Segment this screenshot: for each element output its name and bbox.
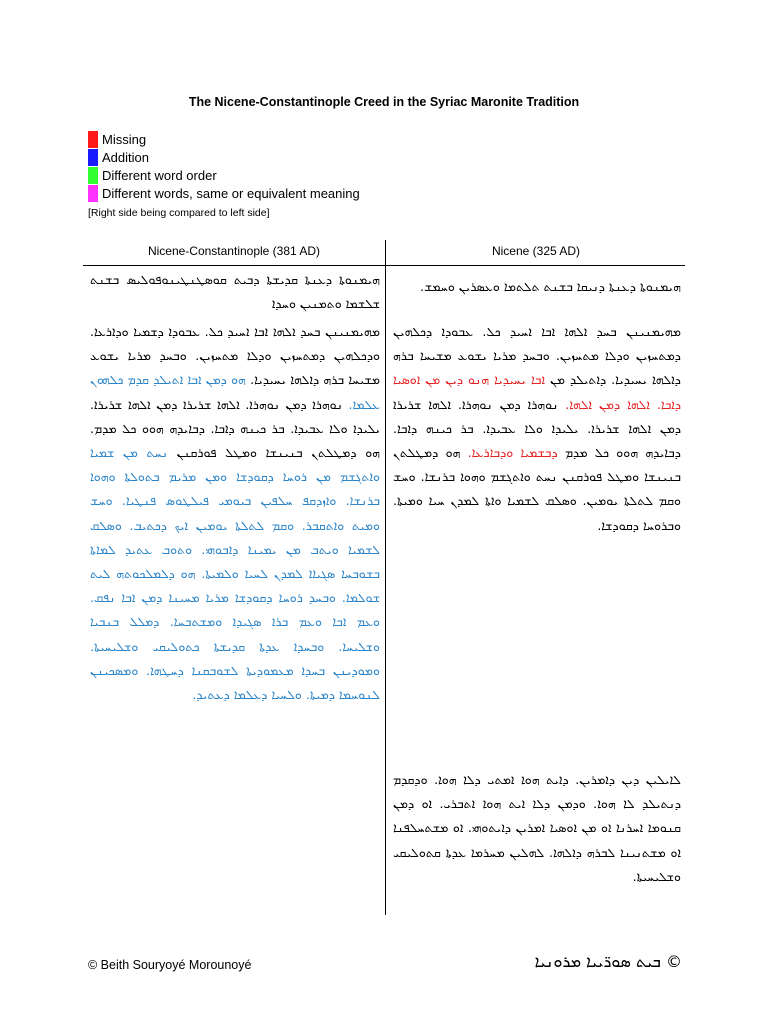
right-anathema-text: ܠܐܝܠܝܢ ܕܝܢ ܕܐܡܪܝܢ. ܕܐܝܬ ܗܘܐ ܐܡܬܝ ܕܠܐ ܗܘܐ. ܘܕܩܕܡ ܕܢܬܝܠܕ ܠܐ ܗܘܐ. ܘܕܡܢ ܕܠܐ ܐܝܬ ܗܘܐ ܐܬܒܪܝ. ܐܘ ܕܡܢ ܩܢܘܡܐ ܐܚܪܢܐ ܐܘ ܡܢ ܐܘܣܝܐ ܐܡܪܝܢ ܕܐܝܬܘܗܝ. ܐܘ ܡܫܬܚܠܦܢܐ ܐܘ ܡܫܬܢܝܢܐ ܠܒܪܗ ܕܐܠܗܐ. ܠܗܠܝܢ ܡܚܪܡܐ ܥܕܬܐ ܩܬܘܠܝܩܝ ܘܫܠܝܚܝܬܐ. xyxy=(393,772,681,884)
legend-item-addition xyxy=(88,148,360,166)
right-text-segment: ܢܘܗܪܐ ܕܡܢ ܢܘܗܪܐ. ܐܠܗܐ ܫܪܝܪܐ ܕܡܢ ܐܠܗܐ ܫܪܝܪܐ. ܝܠܝܕܐ ܘܠܐ ܥܒܝܕܐ. ܒܪ ܟܝܢܗ ܕܐܒܐ. ܕܒܐܝܕܗ ܗܘܘ ܟܠ ܡܕܡ xyxy=(393,396,681,461)
right-text-missing: ܕܒܫܡܝܐ ܘܕܒܐܪܥܐ. xyxy=(467,445,558,461)
legend-label: Different word order xyxy=(102,167,217,183)
footer-copyright-syriac: © ܒܝܬ ܣܘܪ̈ܝܝܐ ܡܪܘܢܝܐ xyxy=(534,952,682,971)
right-body-text xyxy=(393,320,681,538)
legend-note: [Right side being compared to left side] xyxy=(88,207,270,219)
page-title: The Nicene-Constantinople Creed in the Syriac Maronite Tradition xyxy=(188,95,580,109)
right-text-missing: ܐܒܐ ܝܚܝܕܝܐ ܗܢܘ ܕܝܢ ܡܢ ܐܘܣܝܐ ܕܐܒܐ. ܐܠܗܐ ܕܡܢ ܐܠܗܐ. xyxy=(393,372,681,412)
left-heading-text: ܗܝܡܢܘܬܐ ܕܥܢܬܐ ܩܕܝܫܬܐ ܕܒܝܬ ܩܘܣܛܢܛܝܢܘܦܘܠܝܣ ܒܫܢܬ ܫܠܫܡܐ ܘܬܡܢܝܢ ܘܚܕܐ xyxy=(90,272,380,312)
right-column-header: Nicene (325 AD) xyxy=(491,244,581,258)
legend xyxy=(88,130,360,202)
left-text-segment: ܡܗܝܡܢܝܢܢ ܒܚܕ ܐܠܗܐ ܐܒܐ ܐܚܝܕ ܟܠ. ܥܒܘܕܐ ܕܫܡܝܐ ܘܕܐܪܥܐ. ܘܕܟܠܗܝܢ ܕܡܬܚܙܝܢ ܘܕܠܐ ܡܬܚܙܝܢ. ܘܒܚܕ ܡܪܝܐ ܝܫܘܥ ܡܫܝܚܐ ܒܪܗ ܕܐܠܗܐ ܝܚܝܕܝܐ. xyxy=(90,324,380,388)
left-column-header: Nicene-Constantinople (381 AD) xyxy=(147,244,321,258)
right-heading-text: ܗܝܡܢܘܬܐ ܕܥܢܬܐ ܕܢܝܩܐ ܒܫܢܬ ܬܠܬܡܐ ܘܥܣܪܝܢ ܘܚܡܫ. xyxy=(419,279,681,294)
header-rule xyxy=(83,265,685,266)
legend-label: Missing xyxy=(102,131,147,147)
left-text-segment: ܢܘܗܪܐ ܕܡܢ ܢܘܗܪܐ. ܐܠܗܐ ܫܪܝܪܐ ܕܡܢ ܐܠܗܐ ܫܪܝܪܐ. ܝܠܝܕܐ ܘܠܐ ܥܒܝܕܐ. ܒܪ ܟܝܢܗ ܕܐܒܐ. ܕܒܐܝܕܗ ܗܘܘ ܟܠ ܡܕܡ. ܗܘ ܕܡܛܠܬܢ ܒܢܝܢܫܐ ܘܡܛܠ ܦܘܪܩܢܢ xyxy=(90,396,380,461)
legend-label: Addition xyxy=(102,149,149,165)
right-text-segment: ܗܘ ܕܡܛܠܬܢ ܒܢܝܢܫܐ ܘܡܛܠ ܦܘܪܩܢܢ ܢܚܬ ܘܐܬܓܫܡ ܘܗܘܐ ܒܪܢܫܐ. ܘܚܫ ܘܩܡ ܠܬܠܬܐ ܝܘܡܝܢ. ܘܣܠܩ ܠܫܡܝܐ ܘܐܬܐ ܠܡܕܢ ܚܝܐ ܘܡܝܬܐ. ܘܒܪܘܚܐ ܕܩܘܕܫܐ. xyxy=(393,445,681,533)
legend-item-different-words xyxy=(88,184,360,202)
legend-swatch-red xyxy=(88,131,98,148)
legend-swatch-green xyxy=(88,167,98,184)
left-text-addition: ܢܚܬ ܡܢ ܫܡܝܐ ܘܐܬܓܫܡ ܡܢ ܪܘܚܐ ܕܩܘܕܫܐ ܘܡܢ ܡܪܝܡ ܒܬܘܠܬܐ ܘܗܘܐ ܒܪܢܫܐ. ܘܐܙܕܩܦ ܚܠܦܝܢ ܒܝܘܡܝ ܦܝܠܛܘܣ ܦܢܛܝܐ. ܘܚܫ ܘܡܝܬ ܘܐܬܩܒܪ. ܘܩܡ ܠܬܠܬܐ ܝܘܡܝܢ ܐܝܟ ܕܟܬܝܒ. ܘܣܠܩ ܠܫܡܝܐ ܘܝܬܒ ܡܢ ܝܡܝܢܐ ܕܐܒܘܗܝ. ܘܬܘܒ ܥܬܝܕ ܠܡܐܬܐ ܒܫܘܒܚܐ ܣܓܝܐܐ ܠܡܕܢ ܠܚܝܐ ܘܠܡܝܬܐ. ܗܘ ܕܠܡܠܟܘܬܗ ܠܝܬ ܫܘܠܡܐ. ܘܒܚܕ ܪܘܚܐ ܕܩܘܕܫܐ ܡܪܝܐ ܡܚܝܢܐ ܕܡܢ ܐܒܐ ܢܦܩ. ܘܥܡ ܐܒܐ ܘܥܡ ܒܪܐ ܣܓܝܕܐ ܘܡܫܬܒܚܐ. ܕܡܠܠ ܒܢܒܝܐ ܘܫܠܝܚܐ. ܘܒܚܕܐ ܥܕܬܐ ܩܕܝܫܬܐ ܟܬܘܠܝܩܝ ܘܫܠܝܚܝܬܐ. ܘܡܘܕܝܢܢ ܒܚܕܐ ܡܥܡܘܕܝܬܐ ܠܫܘܒܩܢܐ ܕܚܛܗܐ. ܘܡܣܟܝܢܢ ܠܢܘܚܡܐ ܕܡܝܬܐ. ܘܠܚܝܐ ܕܥܠܡܐ ܕܥܬܝܕ. xyxy=(90,445,380,703)
legend-item-word-order xyxy=(88,166,360,184)
right-text-segment: ܡܗܝܡܢܝܢܢ ܒܚܕ ܐܠܗܐ ܐܒܐ ܐܚܝܕ ܟܠ. ܥܒܘܕܐ ܕܟܠܗܝܢ ܕܡܬܚܙܝܢ ܘܕܠܐ ܡܬܚܙܝܢ. ܘܒܚܕ ܡܪܝܐ ܝܫܘܥ ܡܫܝܚܐ ܒܪܗ ܕܐܠܗܐ ܝܚܝܕܝܐ. ܕܐܬܝܠܕ ܡܢ xyxy=(393,324,681,388)
legend-label: Different words, same or equivalent meaning xyxy=(102,185,360,201)
legend-item-missing xyxy=(88,130,360,148)
legend-swatch-blue xyxy=(88,149,98,166)
left-body-text xyxy=(90,320,380,707)
legend-swatch-magenta xyxy=(88,185,98,202)
footer-copyright-english: © Beith Souryoyé Morounoyé xyxy=(88,958,252,972)
column-divider xyxy=(385,240,386,915)
left-text-addition: ܗܘ ܕܡܢ ܐܒܐ ܐܬܝܠܕ ܩܕܡ ܟܠܗܘܢ ܥܠܡܐ. xyxy=(90,372,380,412)
